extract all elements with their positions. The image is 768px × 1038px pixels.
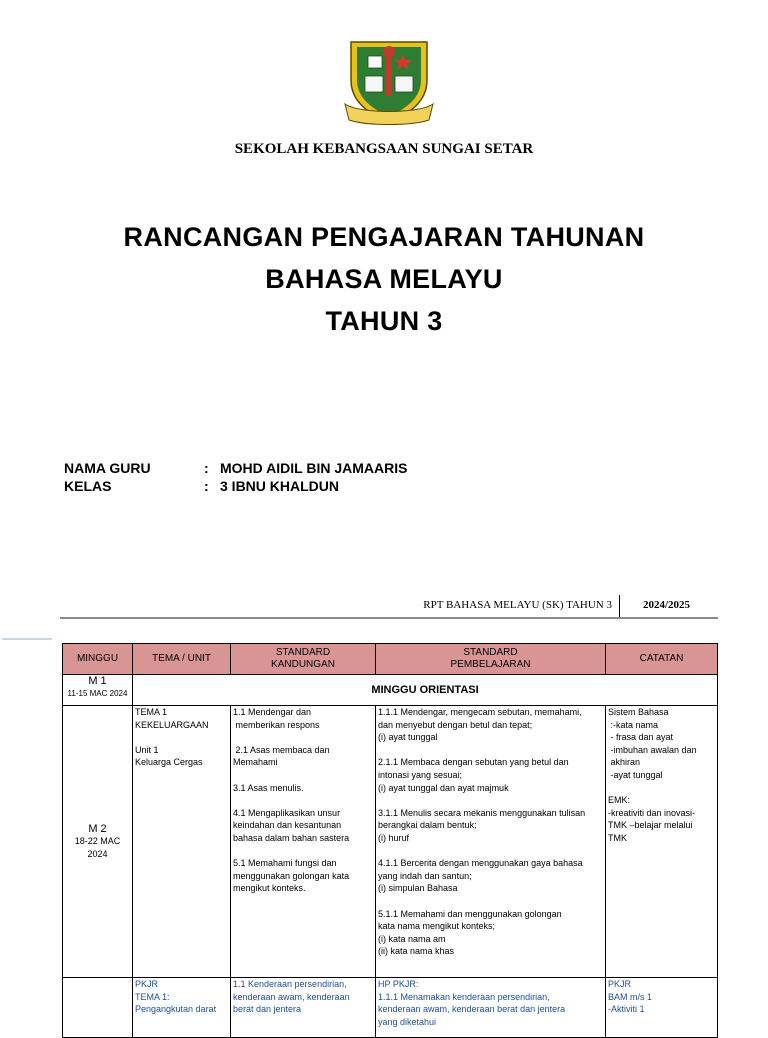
week-number: M 2 <box>88 822 107 835</box>
pkjr-standard-kandungan-cell: 1.1 Kenderaan persendirian, kenderaan awam, kenderaan berat dan jentera <box>231 978 376 1038</box>
table-row-m1 <box>63 675 718 706</box>
header-tema: TEMA / UNIT <box>133 644 231 675</box>
week-cell-m1 <box>63 675 133 706</box>
class-name: 3 IBNU KHALDUN <box>220 478 339 494</box>
table-row-pkjr <box>63 978 718 1038</box>
school-crest-logo <box>341 34 437 130</box>
teacher-label: NAMA GURU <box>64 460 151 476</box>
class-colon: : <box>204 478 209 494</box>
rpt-table <box>62 643 718 1038</box>
crest-book-icon <box>368 56 382 68</box>
pkjr-tema-cell: PKJR TEMA 1: Pengangkutan darat <box>133 978 231 1038</box>
school-name: SEKOLAH KEBANGSAAN SUNGAI SETAR <box>234 141 534 157</box>
page-header-separator <box>619 595 620 617</box>
week-cell-pkjr <box>63 978 133 1038</box>
catatan-cell: Sistem Bahasa :-kata nama - frasa dan ayat -imbuhan awalan dan akhiran -ayat tunggal EMK: -kreativiti dan inovasi- TMK –belajar melalui TMK <box>606 706 718 978</box>
class-label: KELAS <box>64 478 112 494</box>
scan-artifact <box>2 638 52 640</box>
teacher-colon: : <box>204 460 209 476</box>
pkjr-standard-pembelajaran-cell: HP PKJR: 1.1.1 Menamakan kenderaan persendirian, kenderaan awam, kenderaan berat dan jentera yang diketahui <box>376 978 606 1038</box>
teacher-name: MOHD AIDIL BIN JAMAARIS <box>220 460 408 476</box>
week-date: 18-22 MAC 2024 <box>74 836 121 859</box>
tema-cell: TEMA 1 KEKELUARGAAN Unit 1 Keluarga Cergas <box>133 706 231 978</box>
page-header-label: RPT BAHASA MELAYU (SK) TAHUN 3 <box>423 599 612 611</box>
orientation-cell: MINGGU ORIENTASI <box>133 675 718 706</box>
table-row-m2 <box>63 706 718 978</box>
document-title: RANCANGAN PENGAJARAN TAHUNAN <box>123 222 645 252</box>
week-number: M 1 <box>88 675 107 687</box>
pkjr-catatan-cell: PKJR BAM m/s 1 -Aktiviti 1 <box>606 978 718 1038</box>
week-date: 11-15 MAC 2024 <box>67 688 128 698</box>
teacher-info <box>64 459 407 477</box>
header-standard-kandungan: STANDARD KANDUNGAN <box>231 644 376 675</box>
standard-pembelajaran-cell: 1.1.1 Mendengar, mengecam sebutan, memahami, dan menyebut dengan betul dan tepat; (i) ayat tunggal 2.1.1 Membaca dengan sebutan yang betul dan intonasi yang sesuai; (i) ayat tunggal dan ayat majmuk 3.1.1 Menulis secara mekanis menggunakan tulisan berangkai dalam bentuk; (i) huruf 4.1.1 Bercerita dengan menggunakan gaya bahasa yang indah dan santun; (i) simpulan Bahasa 5.1.1 Memahami dan menggunakan golongan kata nama mengikut konteks; (i) kata nama am (ii) kata nama khas <box>376 706 606 978</box>
crest-panel-right <box>395 76 413 92</box>
header-standard-pembelajaran: STANDARD PEMBELAJARAN <box>376 644 606 675</box>
week-cell-m2 <box>63 706 133 978</box>
class-info <box>64 477 339 495</box>
crest-torch-icon <box>386 52 392 96</box>
crest-panel-left <box>365 76 383 92</box>
page-header-rule <box>60 617 718 619</box>
document-subject: BAHASA MELAYU <box>265 264 503 294</box>
document-year-level: TAHUN 3 <box>325 306 443 336</box>
page-header-year: 2024/2025 <box>643 599 691 611</box>
table-header-row <box>63 644 718 675</box>
header-catatan: CATATAN <box>606 644 718 675</box>
header-minggu: MINGGU <box>63 644 133 675</box>
standard-kandungan-cell: 1.1 Mendengar dan memberikan respons 2.1 Asas membaca dan Memahami 3.1 Asas menulis. 4.1 Mengaplikasikan unsur keindahan dan kesantunan bahasa dalam bahan sastera 5.1 Memahami fungsi dan menggunakan golongan kata mengikut konteks. <box>231 706 376 978</box>
